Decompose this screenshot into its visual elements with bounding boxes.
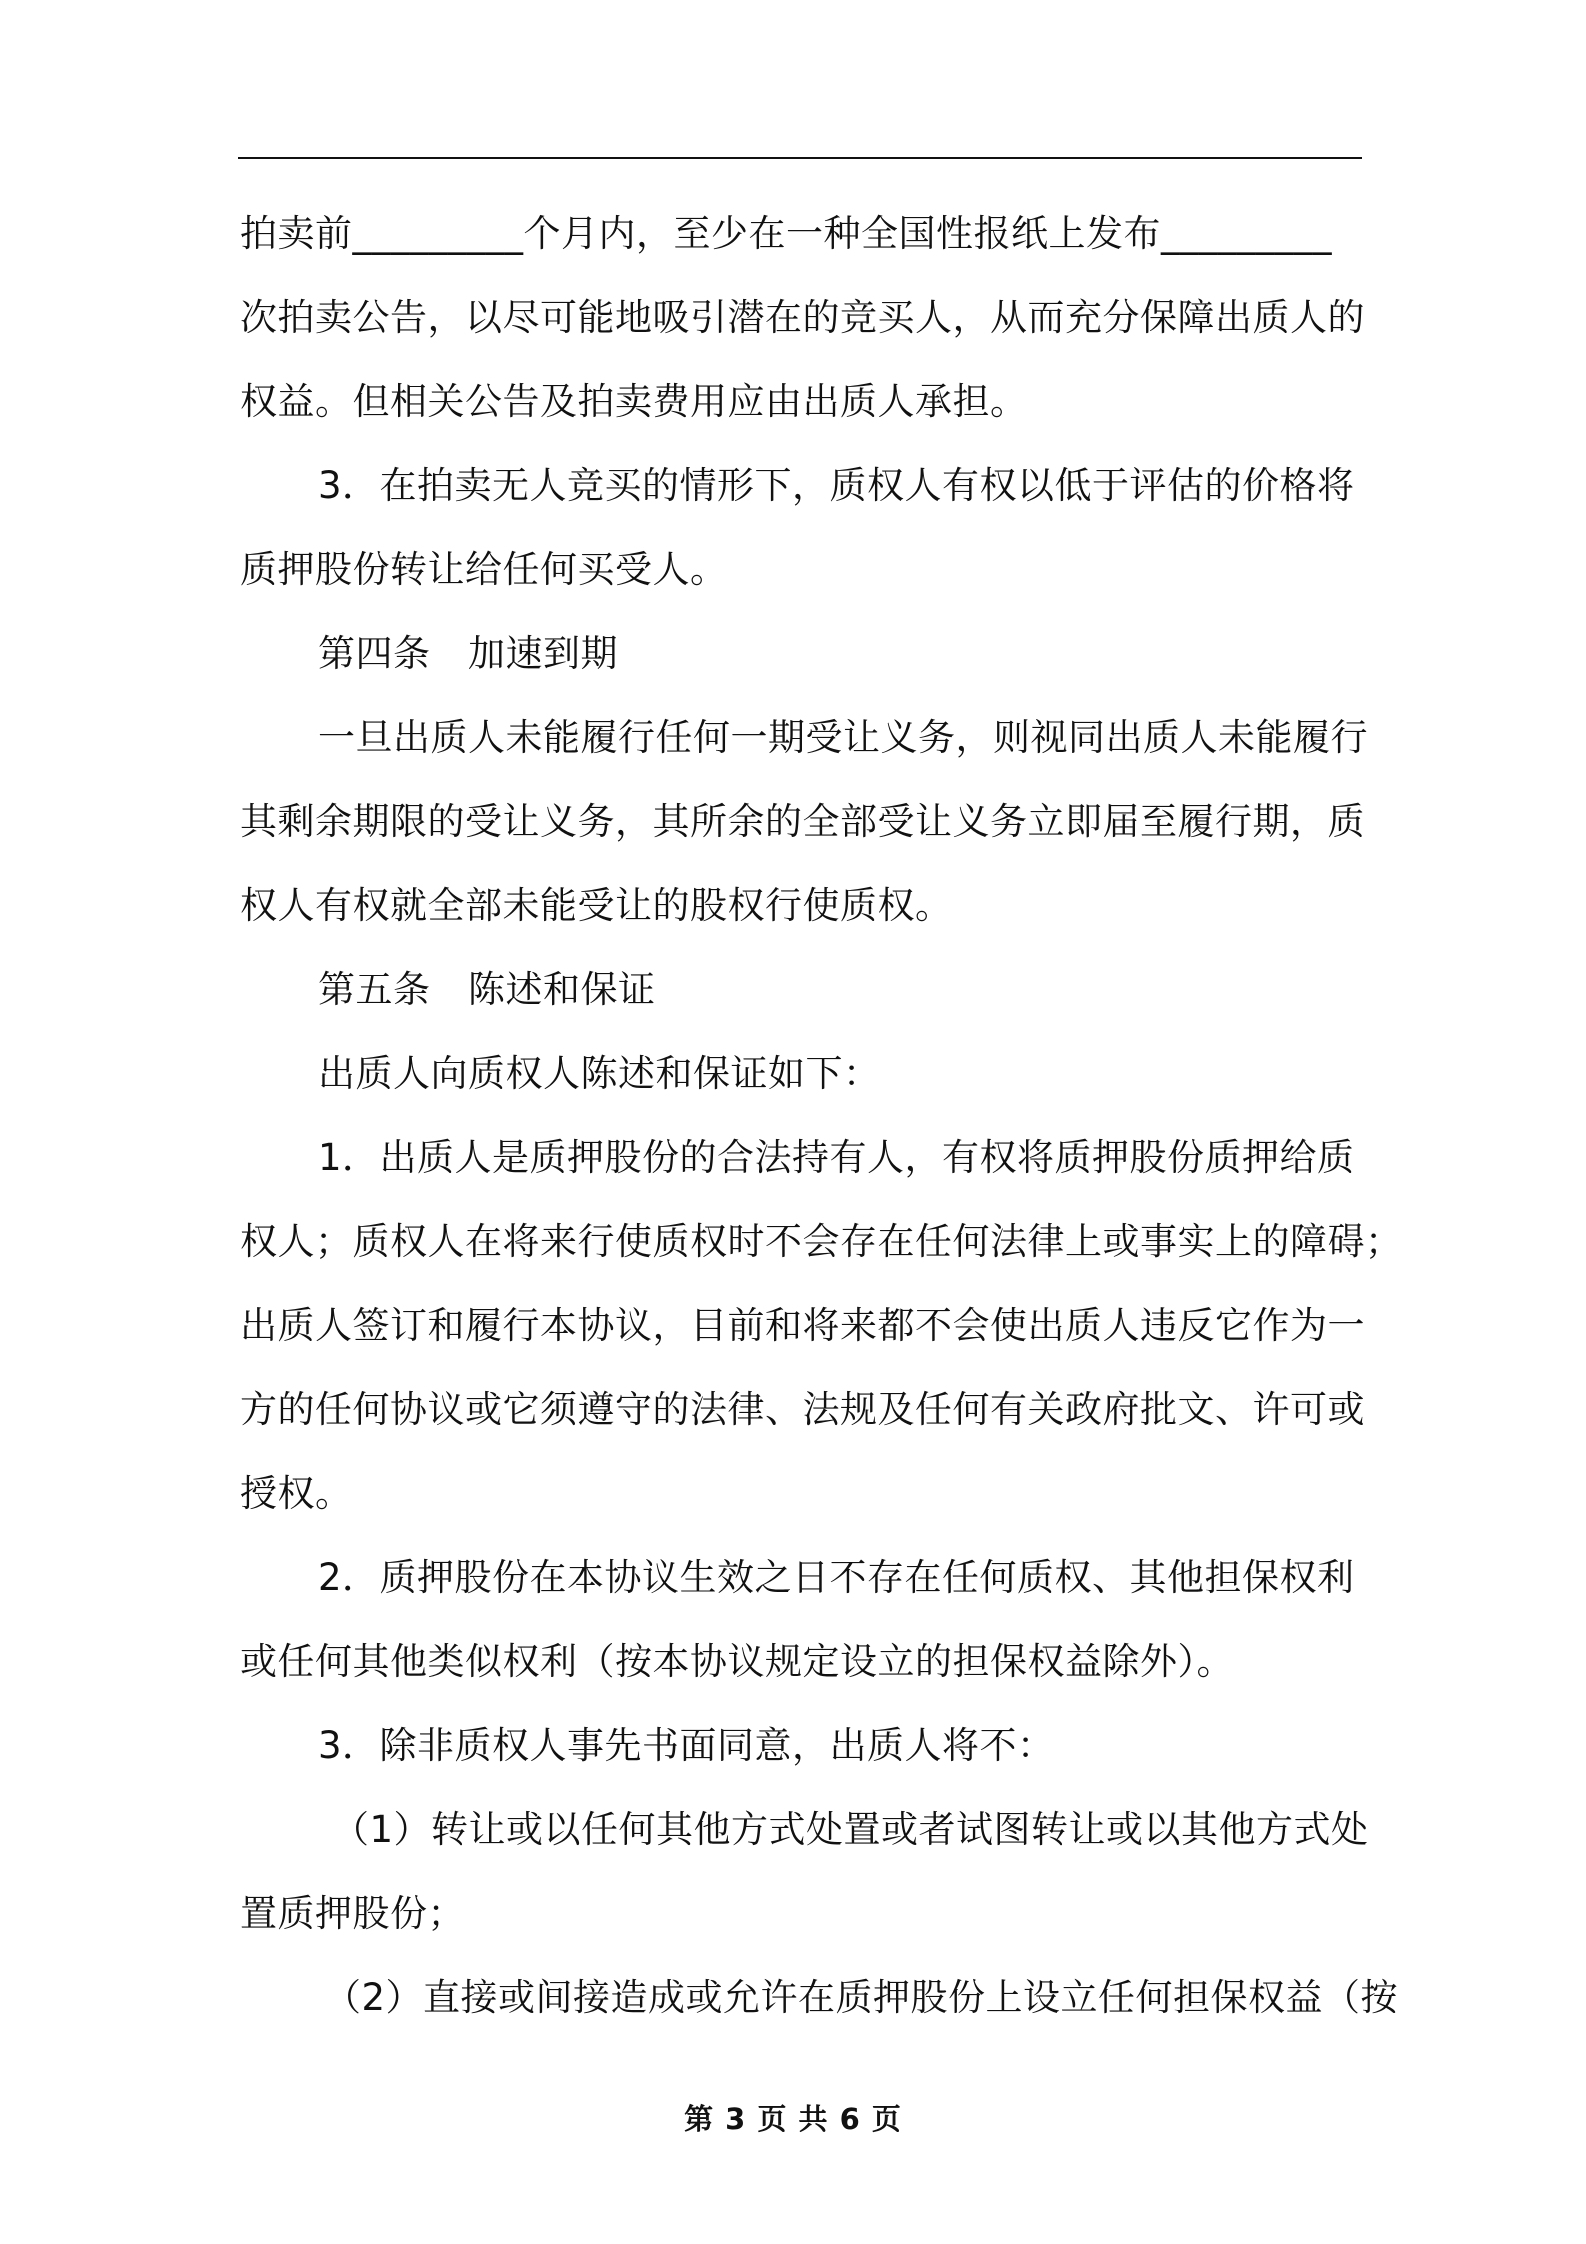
header-rule [238,157,1362,159]
text-line: 质押股份转让给任何买受人。 [240,548,728,591]
text-line: 授权。 [240,1472,353,1515]
text-line: 权人；质权人在将来行使质权时不会存在任何法律上或事实上的障碍； [240,1220,1403,1263]
text-line: 一旦出质人未能履行任何一期受让义务，则视同出质人未能履行 [318,716,1368,759]
text-line: 拍卖前_________个月内，至少在一种全国性报纸上发布_________ [240,212,1332,255]
text-line: 权人有权就全部未能受让的股权行使质权。 [240,884,953,927]
page-number-footer: 第 3 页 共 6 页 [684,2102,902,2136]
article-4-heading: 第四条 加速到期 [318,632,618,675]
subclause-1-line: （1）转让或以任何其他方式处置或者试图转让或以其他方式处 [332,1808,1369,1851]
text-line: 置质押股份； [240,1892,465,1935]
text-line: 权益。但相关公告及拍卖费用应由出质人承担。 [240,380,1028,423]
clause-3-line: 3．除非质权人事先书面同意，出质人将不： [318,1724,1055,1767]
clause-2-line: 2．质押股份在本协议生效之日不存在任何质权、其他担保权利 [318,1556,1355,1599]
text-line: 其剩余期限的受让义务，其所余的全部受让义务立即届至履行期，质 [240,800,1365,843]
article-5-heading: 第五条 陈述和保证 [318,968,656,1011]
clause-1-line: 1．出质人是质押股份的合法持有人，有权将质押股份质押给质 [318,1136,1355,1179]
text-line: 出质人向质权人陈述和保证如下： [318,1052,881,1095]
document-body [240,192,1403,2040]
subclause-2-line: （2）直接或间接造成或允许在质押股份上设立任何担保权益（按 [324,1976,1399,2019]
clause-3-line: 3．在拍卖无人竞买的情形下，质权人有权以低于评估的价格将 [318,464,1355,507]
text-line: 方的任何协议或它须遵守的法律、法规及任何有关政府批文、许可或 [240,1388,1365,1431]
text-line: 出质人签订和履行本协议，目前和将来都不会使出质人违反它作为一 [240,1304,1365,1347]
text-line: 或任何其他类似权利（按本协议规定设立的担保权益除外）。 [240,1640,1234,1683]
text-line: 次拍卖公告，以尽可能地吸引潜在的竞买人，从而充分保障出质人的 [240,296,1365,339]
